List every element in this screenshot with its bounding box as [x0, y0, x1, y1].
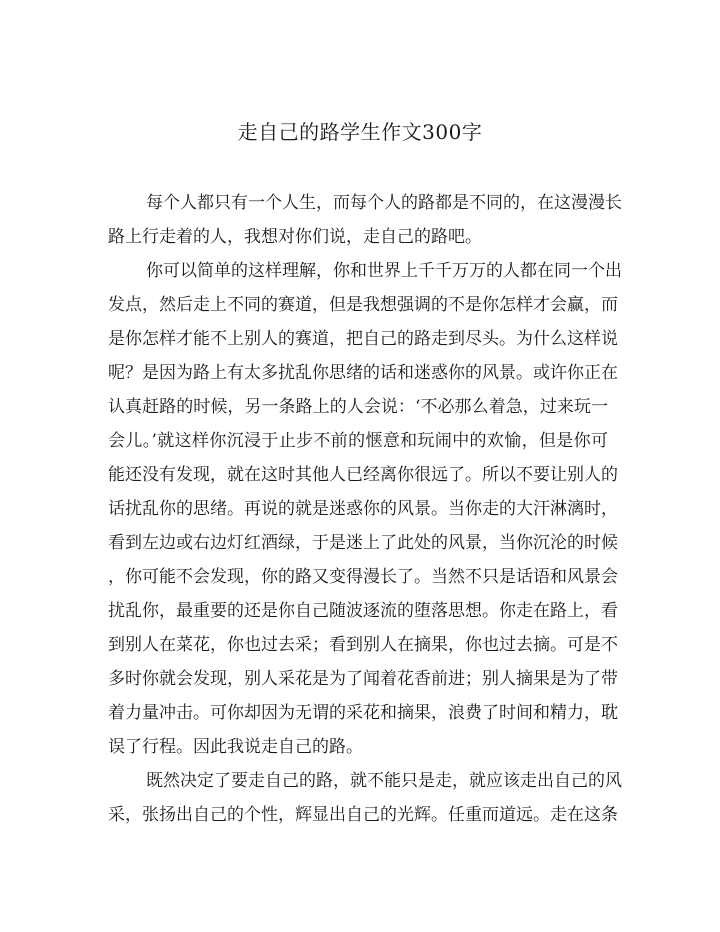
- document-title: 走自己的路学生作文300字: [237, 120, 483, 144]
- text-line: 既然决定了要走自己的路，就不能只是走，就应该走出自己的风: [146, 771, 622, 791]
- text-line: 路上行走着的人，我想对你们说，走自己的路吧。: [108, 227, 482, 247]
- text-line: 着力量冲击。可你却因为无谓的采花和摘果，浪费了时间和精力，耽: [108, 703, 618, 723]
- text-line: 多时你就会发现，别人采花是为了闻着花香前进；别人摘果是为了带: [108, 669, 618, 689]
- text-line: 话扰乱你的思绪。再说的就是迷惑你的风景。当你走的大汗淋漓时，: [108, 499, 618, 519]
- text-line: 呢？是因为路上有太多扰乱你思绪的话和迷惑你的风景。或许你正在: [108, 363, 618, 383]
- text-line: 看到左边或右边灯红酒绿，于是迷上了此处的风景，当你沉沦的时候: [108, 533, 618, 553]
- paragraph-1: [108, 186, 622, 254]
- text-line: 每个人都只有一个人生，而每个人的路都是不同的，在这漫漫长: [146, 193, 622, 213]
- text-line: ，你可能不会发现，你的路又变得漫长了。当然不只是话语和风景会: [108, 567, 618, 587]
- document-body: [108, 186, 622, 832]
- text-line: 你可以简单的这样理解，你和世界上千千万万的人都在同一个出: [146, 261, 622, 281]
- text-line: 是你怎样才能不上别人的赛道，把自己的路走到尽头。为什么这样说: [108, 329, 618, 349]
- paragraph-2: [108, 254, 622, 764]
- text-line: 误了行程。因此我说走自己的路。: [108, 737, 363, 757]
- text-line: 扰乱你，最重要的还是你自己随波逐流的堕落思想。你走在路上，看: [108, 601, 618, 621]
- text-line: 能还没有发现，就在这时其他人已经离你很远了。所以不要让别人的: [108, 465, 618, 485]
- text-line: 采，张扬出自己的个性，辉显出自己的光辉。任重而道远。走在这条: [108, 805, 618, 825]
- text-line: 认真赶路的时候，另一条路上的人会说：‘不必那么着急，过来玩一: [108, 397, 608, 417]
- text-line: 会儿。’就这样你沉浸于止步不前的惬意和玩闹中的欢愉，但是你可: [108, 431, 608, 451]
- text-line: 发点，然后走上不同的赛道，但是我想强调的不是你怎样才会赢，而: [108, 295, 618, 315]
- text-line: 到别人在菜花，你也过去采；看到别人在摘果，你也过去摘。可是不: [108, 635, 618, 655]
- paragraph-3: [108, 764, 622, 832]
